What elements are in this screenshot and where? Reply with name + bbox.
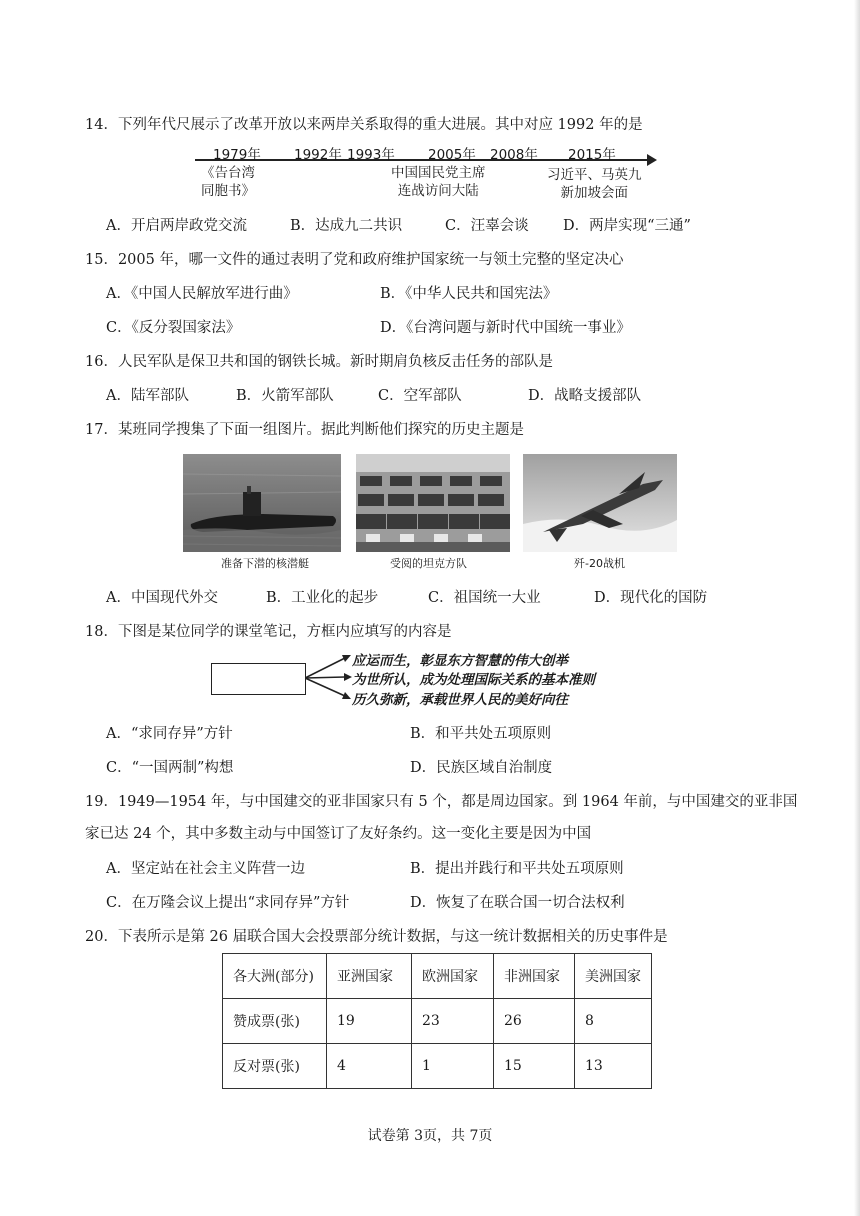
timeline-year: 2008年 — [490, 147, 538, 163]
scan-edge-shadow — [854, 0, 860, 1216]
timeline-year: 1979年 — [213, 147, 261, 163]
caption-tank: 受阅的坦克方队 — [390, 557, 467, 570]
option-d: D．战略支援部队 — [528, 388, 642, 404]
option-c: C．“一国两制”构想 — [106, 760, 234, 776]
timeline-note-2015: 习近平、马英九 新加坡会面 — [547, 167, 642, 201]
option-a: A．开启两岸政党交流 — [106, 218, 247, 234]
option-d: D．《台湾问题与新时代中国统一事业》 — [380, 320, 631, 336]
option-a: A．坚定站在社会主义阵营一边 — [106, 861, 305, 877]
tank-parade-photo — [356, 454, 510, 552]
q15-stem: 15．2005 年，哪一文件的通过表明了党和政府维护国家统一与领土完整的坚定决心 — [85, 252, 624, 268]
option-d: D．恢复了在联合国一切合法权利 — [410, 895, 625, 911]
table-header-cell: 非洲国家 — [494, 954, 575, 999]
table-cell: 反对票(张) — [223, 1044, 327, 1089]
table-header-row — [223, 954, 652, 999]
caption-submarine: 准备下潜的核潜艇 — [221, 557, 309, 570]
timeline-arrow — [647, 154, 657, 166]
note-line-3: 历久弥新，承载世界人民的美好向往 — [352, 692, 568, 708]
table-header-cell: 亚洲国家 — [327, 954, 412, 999]
option-a: A．“求同存异”方针 — [106, 726, 233, 742]
option-b: B．达成九二共识 — [290, 218, 403, 234]
table-cell: 23 — [412, 999, 494, 1044]
table-cell: 26 — [494, 999, 575, 1044]
option-c: C．祖国统一大业 — [428, 590, 541, 606]
vote-table — [222, 953, 652, 1089]
timeline-year: 1993年 — [347, 147, 395, 163]
option-d: D．民族区域自治制度 — [410, 760, 553, 776]
timeline — [195, 144, 665, 204]
submarine-photo — [183, 454, 341, 552]
option-d: D．现代化的国防 — [594, 590, 708, 606]
option-b: B．火箭军部队 — [236, 388, 334, 404]
page-footer: 试卷第 3页，共 7页 — [367, 1128, 493, 1144]
note-line-2: 为世所认，成为处理国际关系的基本准则 — [352, 672, 595, 688]
table-header-cell: 各大洲(部分) — [223, 954, 327, 999]
table-cell: 15 — [494, 1044, 575, 1089]
table-cell: 8 — [575, 999, 652, 1044]
timeline-year: 2005年 — [428, 147, 476, 163]
table-cell: 1 — [412, 1044, 494, 1089]
option-c: C．《反分裂国家法》 — [106, 320, 241, 336]
answer-blank-box — [211, 663, 306, 695]
option-b: B．工业化的起步 — [266, 590, 379, 606]
note-line-1: 应运而生，彰显东方智慧的伟大创举 — [352, 653, 568, 669]
q19-stem-line2: 家已达 24 个，其中多数主动与中国签订了友好条约。这一变化主要是因为中国 — [85, 826, 592, 842]
q18-stem: 18．下图是某位同学的课堂笔记，方框内应填写的内容是 — [85, 624, 452, 640]
option-d: D．两岸实现“三通” — [563, 218, 691, 234]
table-row — [223, 1044, 652, 1089]
q16-stem: 16．人民军队是保卫共和国的钢铁长城。新时期肩负核反击任务的部队是 — [85, 354, 553, 370]
q19-stem-line1: 19．1949—1954 年，与中国建交的亚非国家只有 5 个，都是周边国家。到 1964 年前，与中国建交的亚非国 — [85, 794, 798, 810]
table-header-cell: 美洲国家 — [575, 954, 652, 999]
table-header-cell: 欧洲国家 — [412, 954, 494, 999]
table-cell: 13 — [575, 1044, 652, 1089]
option-a: A．中国现代外交 — [106, 590, 218, 606]
table-cell: 赞成票(张) — [223, 999, 327, 1044]
option-c: C．空军部队 — [378, 388, 462, 404]
table-row — [223, 999, 652, 1044]
option-b: B．《中华人民共和国宪法》 — [380, 286, 558, 302]
option-a: A．陆军部队 — [106, 388, 189, 404]
table-cell: 4 — [327, 1044, 412, 1089]
caption-jet: 歼-20战机 — [574, 557, 625, 570]
table-cell: 19 — [327, 999, 412, 1044]
timeline-note-2005: 中国国民党主席 连战访问大陆 — [391, 165, 486, 199]
q17-stem: 17．某班同学搜集了下面一组图片。据此判断他们探究的历史主题是 — [85, 422, 524, 438]
fighter-jet-photo — [523, 454, 677, 552]
arrow-connectors — [305, 650, 353, 704]
option-b: B．提出并践行和平共处五项原则 — [410, 861, 624, 877]
timeline-year: 1992年 — [294, 147, 342, 163]
option-c: C．汪辜会谈 — [445, 218, 529, 234]
option-a: A．《中国人民解放军进行曲》 — [106, 286, 298, 302]
q14-stem: 14．下列年代尺展示了改革开放以来两岸关系取得的重大进展。其中对应 1992 年的是 — [85, 117, 643, 133]
timeline-note-1979: 《告台湾 同胞书》 — [201, 165, 255, 199]
q20-stem: 20．下表所示是第 26 届联合国大会投票部分统计数据，与这一统计数据相关的历史事件是 — [85, 929, 668, 945]
option-c: C．在万隆会议上提出“求同存异”方针 — [106, 895, 350, 911]
timeline-year: 2015年 — [568, 147, 616, 163]
option-b: B．和平共处五项原则 — [410, 726, 552, 742]
